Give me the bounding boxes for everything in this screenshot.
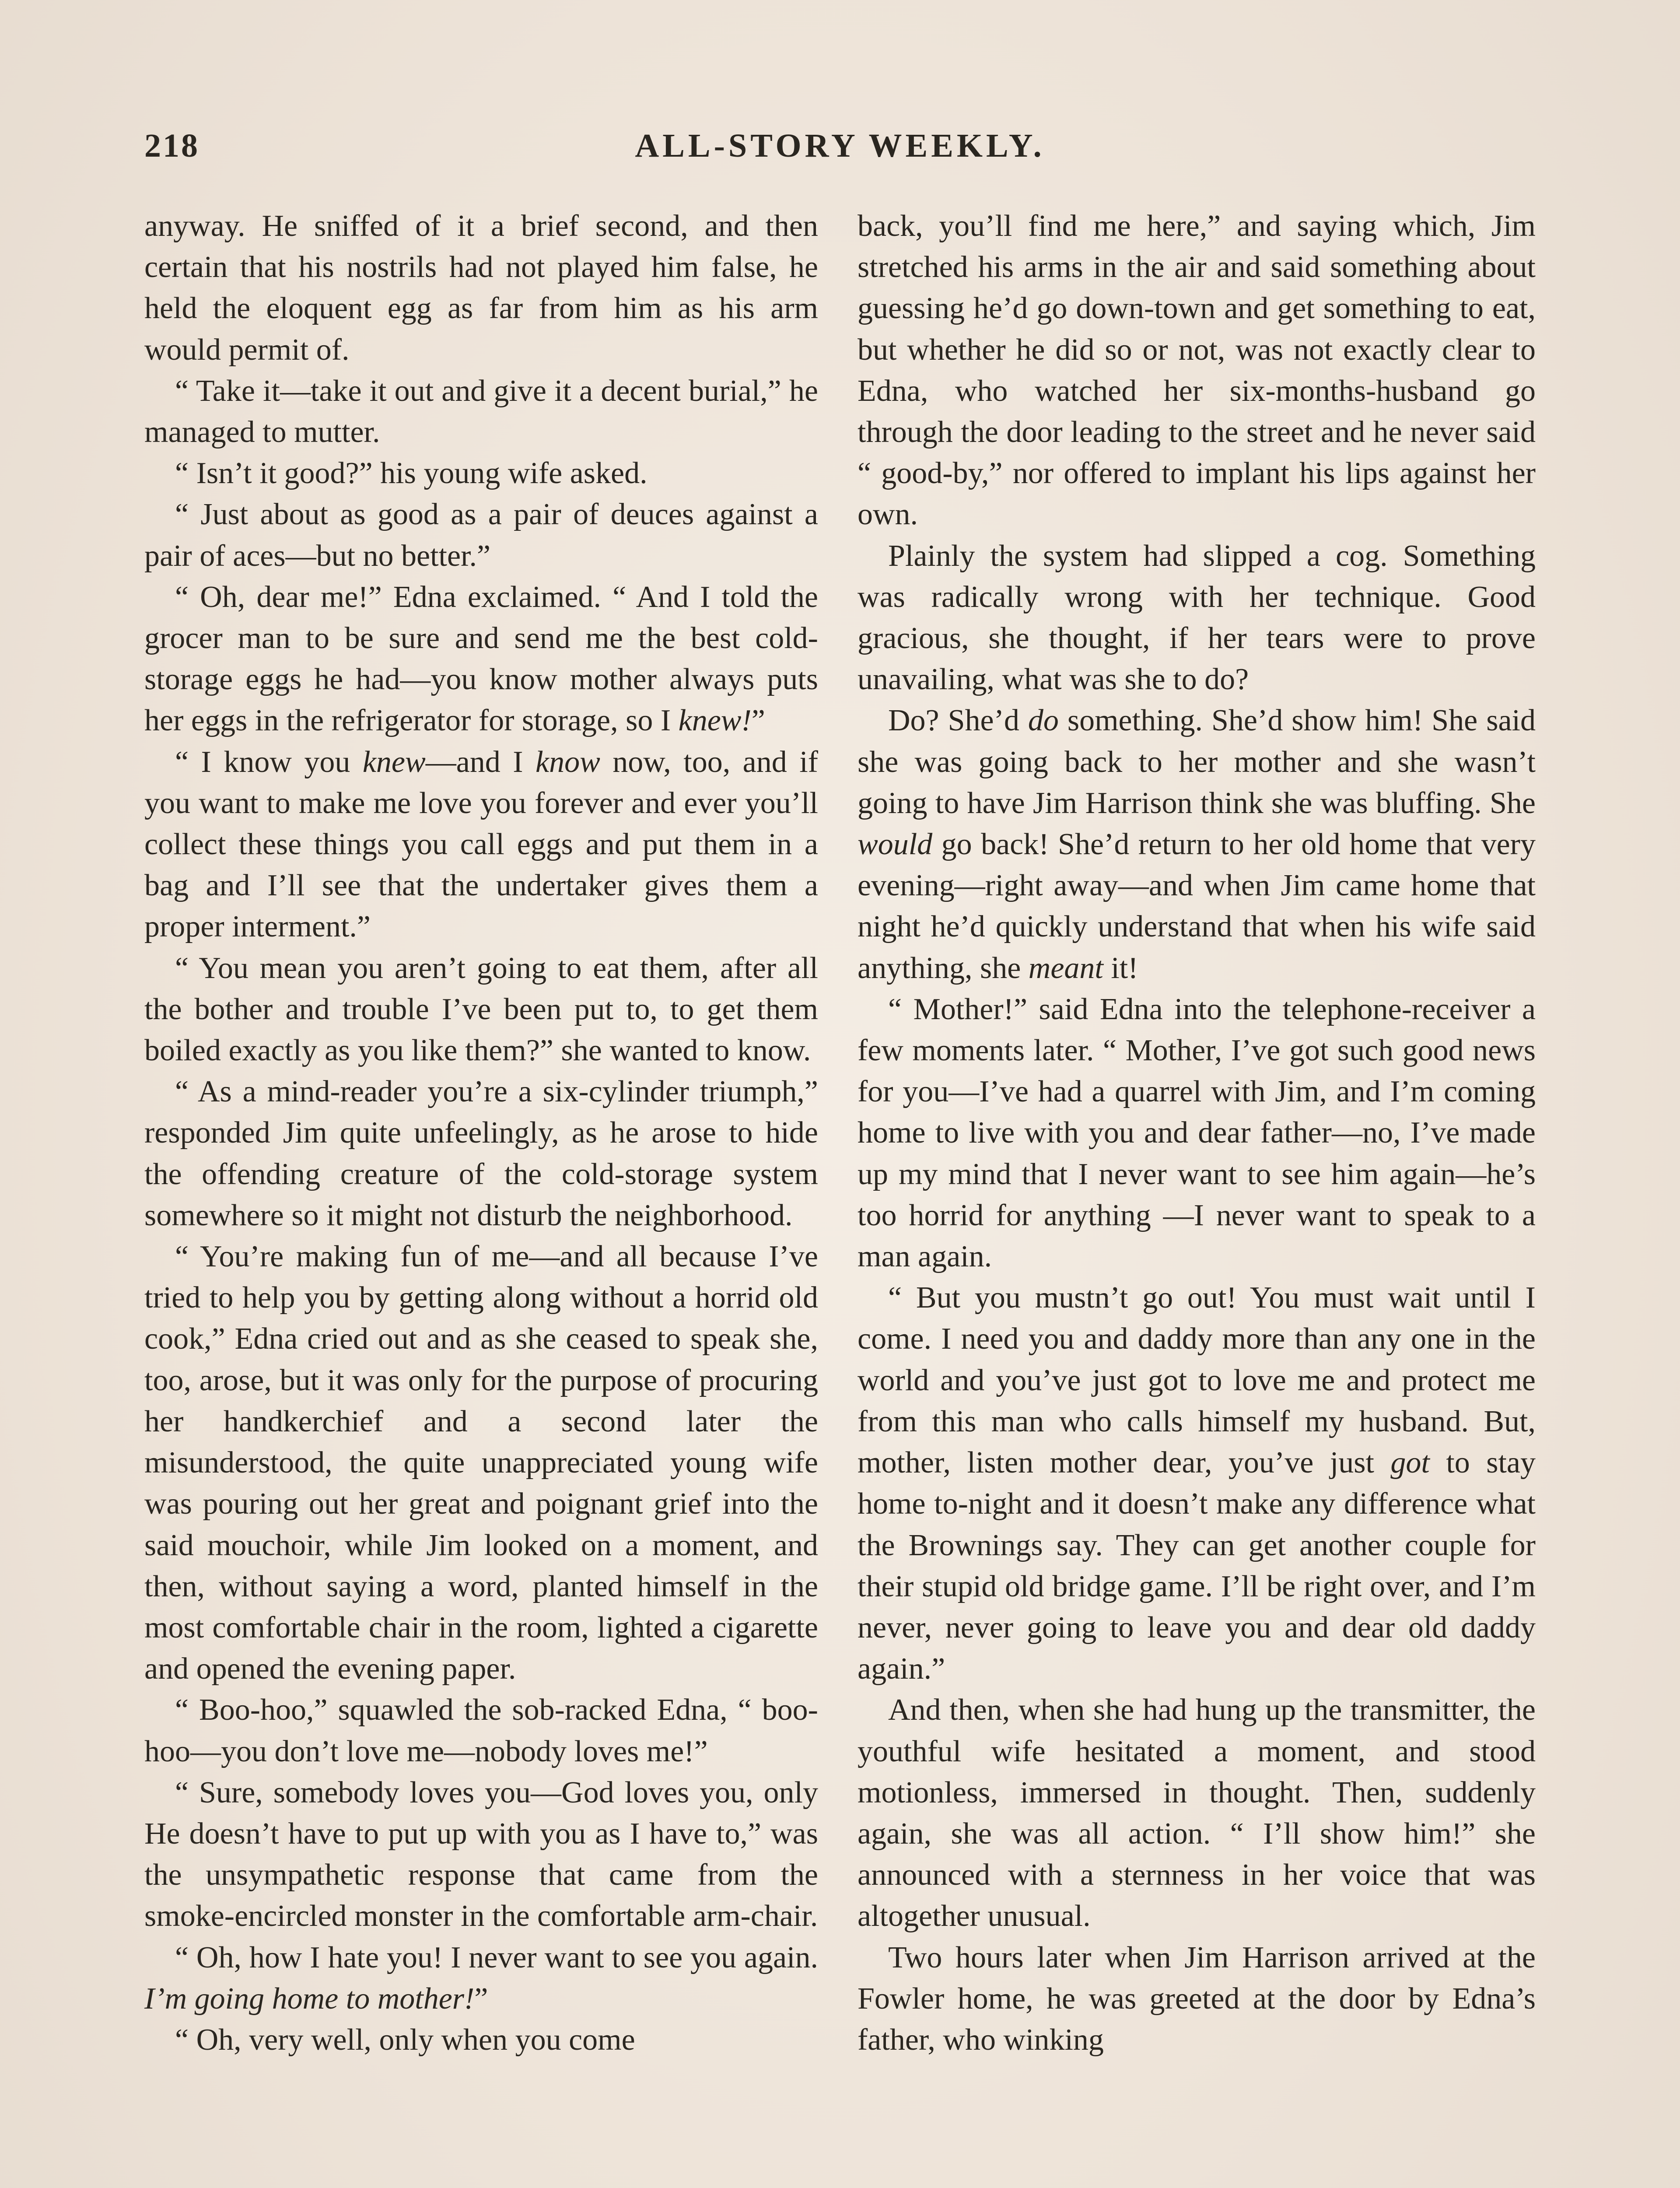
text-run: Plainly the system had slipped a cog. Something was radically wrong with her technique. Good gracious, she thought, if her tears were to prove unavailing, what was she to do? [858, 539, 1536, 697]
right-text-column [858, 206, 1536, 2061]
paragraph [144, 2020, 818, 2061]
text-run: “ Oh, very well, only when you come [175, 2023, 635, 2057]
text-run: “ You mean you aren’t going to eat them, after all the bother and trouble I’ve been put to, to get them boiled exactly as you like them?” she wanted to know. [144, 951, 818, 1068]
text-run: “ You’re making fun of me—and all because I’ve tried to help you by getting along without a horrid old cook,” Edna cried out and as she ceased to speak she, too, arose, but it was only for the purpose of procuring her handkerchief and a second later the misunderstood, the quite unappreciated young wife was pouring out her great and poignant grief into the said mouchoir, while Jim looked on a moment, and then, without saying a word, planted himself in the most comfortable chair in the room, lighted a cigarette and opened the evening paper. [144, 1240, 818, 1686]
text-run: ” [751, 704, 765, 738]
italic-text: would [858, 828, 933, 862]
text-run: “ Isn’t it good?” his young wife asked. [175, 456, 648, 491]
text-run: “ Mother!” said Edna into the telephone-receiver a few moments later. “ Mother, I’ve got such good news for you—I’ve had a quarrel with Jim, and I’m coming home to live with you and dear father—no, I’ve made up my mind that I never want to see him again—he’s too horrid for anything —I never want to speak to a man again. [858, 992, 1536, 1274]
paragraph [144, 1690, 818, 1772]
paragraph [144, 371, 818, 453]
italic-text: I’m going home to mother! [144, 1981, 475, 2016]
italic-text: got [1390, 1446, 1430, 1480]
italic-text: knew! [678, 704, 752, 738]
paragraph [144, 1772, 818, 1937]
italic-text: do [1028, 704, 1059, 738]
text-run: anyway. He sniffed of it a brief second, and then certain that his nostrils had not played him false, he held the eloquent egg as far from him as his arm would permit of. [144, 209, 818, 367]
text-run: “ As a mind-reader you’re a six-cylinder triumph,” responded Jim quite unfeelingly, as he arose to hide the offending creature of the cold-storage system somewhere so it might not disturb the neighborhood. [144, 1075, 818, 1232]
left-text-column [144, 206, 818, 2061]
page-number: 218 [144, 127, 200, 164]
paragraph [858, 206, 1536, 536]
paragraph [858, 1277, 1536, 1690]
paragraph [144, 453, 818, 494]
paragraph [144, 948, 818, 1072]
paragraph [858, 989, 1536, 1277]
paragraph [144, 1071, 818, 1236]
text-run: back, you’ll find me here,” and saying which, Jim stretched his arms in the air and said something about guessing he’d go down-town and get something to eat, but whether he did so or not, was not exactly clear to Edna, who watched her six-months-husband go through the door leading to the street and he never said “ good-by,” nor offered to implant his lips against her own. [858, 209, 1536, 532]
paragraph [144, 1937, 818, 2020]
paragraph [144, 742, 818, 948]
text-run: it! [1103, 951, 1138, 985]
italic-text: knew [362, 745, 426, 779]
paragraph [144, 206, 818, 371]
running-head: ALL-STORY WEEKLY. [635, 127, 1045, 164]
text-run: “ Oh, dear me!” Edna exclaimed. “ And I told the grocer man to be sure and send me the best cold-storage eggs he had—you know mother always puts her eggs in the refrigerator for storage, so I [144, 580, 818, 738]
text-run: “ Take it—take it out and give it a decent burial,” he managed to mutter. [144, 374, 818, 449]
text-run: And then, when she had hung up the transmitter, the youthful wife hesitated a moment, and stood motionless, immersed in thought. Then, suddenly again, she was all action. “ I’ll show him!” she announced with a sternness in her voice that was altogether unusual. [858, 1693, 1536, 1933]
text-run: Do? She’d [888, 704, 1028, 738]
italic-text: meant [1028, 951, 1103, 985]
paragraph [144, 577, 818, 742]
text-run: “ But you mustn’t go out! You must wait until I come. I need you and daddy more than any one in the world and you’ve just got to love me and protect me from this man who calls himself my husband. But, mother, listen mother dear, you’ve just [858, 1281, 1536, 1480]
text-run: “ Oh, how I hate you! I never want to see you again. [175, 1940, 818, 1974]
text-run: “ Boo-hoo,” squawled the sob-racked Edna, “ boo-hoo—you don’t love me—nobody loves me!” [144, 1693, 818, 1768]
text-run: ” [474, 1981, 488, 2016]
text-run: to stay home to-night and it doesn’t make any difference what the Brownings say. They can get another couple for their stupid old bridge game. I’ll be right over, and I’m never, never going to leave you and dear old daddy again.” [858, 1446, 1536, 1686]
text-run: go back! She’d return to her old home that very evening—right away—and when Jim came home that night he’d quickly understand that when his wife said anything, she [858, 828, 1536, 985]
text-run: “ Sure, somebody loves you—God loves you, only He doesn’t have to put up with you as I have to,” was the unsympathetic response that came from the smoke-encircled monster in the comfortable arm-chair. [144, 1775, 818, 1933]
paragraph [858, 700, 1536, 989]
text-run: “ Just about as good as a pair of deuces against a pair of aces—but no better.” [144, 498, 818, 573]
paragraph [858, 536, 1536, 701]
paragraph [144, 494, 818, 576]
text-run: Two hours later when Jim Harrison arrived at the Fowler home, he was greeted at the door by Edna’s father, who winking [858, 1940, 1536, 2057]
text-run: —and I [425, 745, 536, 779]
paragraph [858, 1690, 1536, 1937]
page-header [144, 123, 1536, 188]
text-run: “ I know you [175, 745, 363, 779]
paragraph [144, 1236, 818, 1690]
text-run: something. She’d show him! She said she was going back to her mother and she wasn’t going to have Jim Harrison think she was bluffing. She [858, 704, 1536, 820]
italic-text: know [536, 745, 600, 779]
text-run: now, too, and if you want to make me love you forever and ever you’ll collect these things you call eggs and put them in a bag and I’ll see that the undertaker gives them a proper interment.” [144, 745, 818, 944]
paragraph [858, 1937, 1536, 2061]
